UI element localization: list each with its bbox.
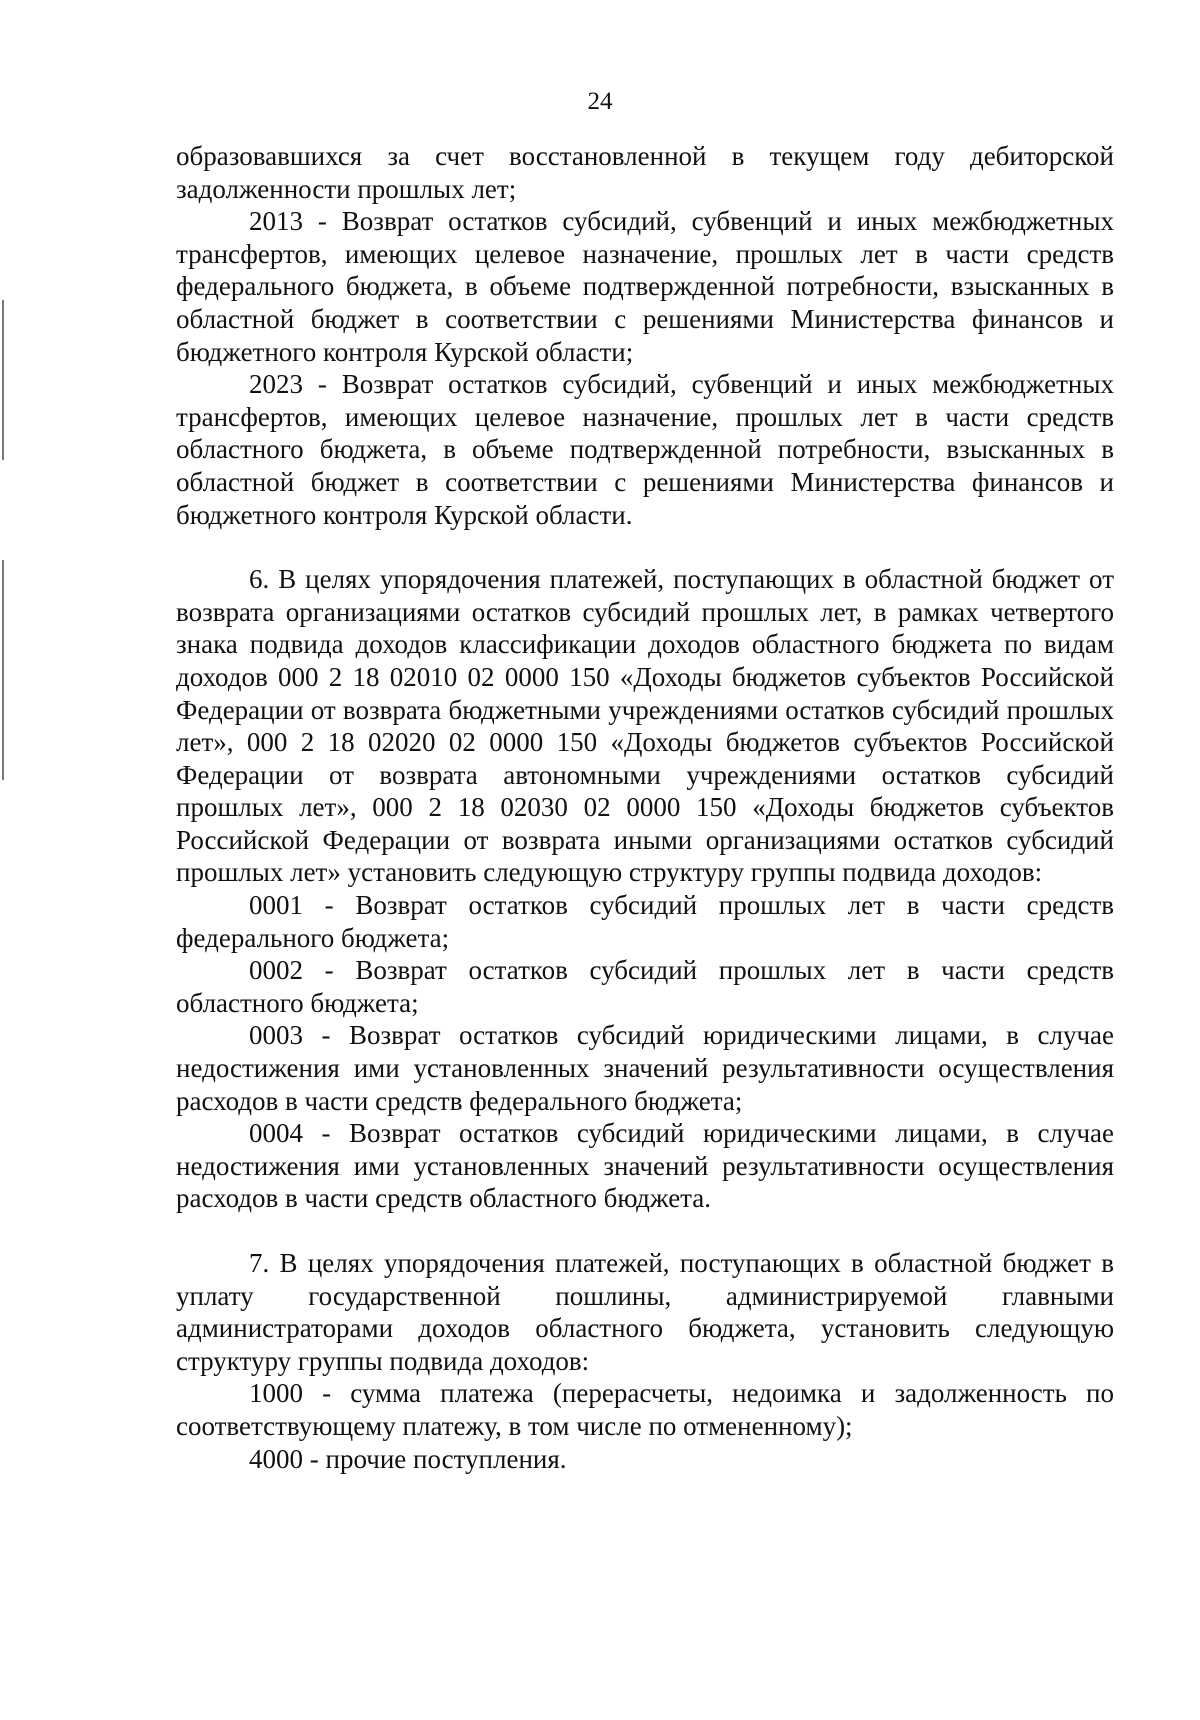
paragraph-code-0001: 0001 - Возврат остатков субсидий прошлых лет в части средств федерального бюджета; (176, 890, 1114, 953)
paragraph-code-0002: 0002 - Возврат остатков субсидий прошлых лет в части средств областного бюджета; (176, 955, 1114, 1018)
paragraph-section-7: 7. В целях упорядочения платежей, поступающих в областной бюджет в уплату государственной пошлины, администрируемой главными администраторами доходов областного бюджета, установить следующую структуру группы подвида доходов: (176, 1248, 1114, 1376)
paragraph-code-2023: 2023 - Возврат остатков субсидий, субвенций и иных межбюджетных трансфертов, имеющих целевое назначение, прошлых лет в части средств областного бюджета, в объеме подтвержденной потребности, взысканных в областной бюджет в соответствии с решениями Министерства финансов и бюджетного контроля Курской области. (176, 369, 1114, 530)
page-number: 24 (587, 88, 613, 115)
scan-margin-mark (2, 560, 4, 780)
document-body (176, 140, 1114, 1475)
scan-margin-mark (2, 300, 4, 460)
paragraph-code-0004: 0004 - Возврат остатков субсидий юридическими лицами, в случае недостижения ими установленных значений результативности осуществления расходов в части средств областного бюджета. (176, 1118, 1114, 1214)
paragraph-continuation: образовавшихся за счет восстановленной в текущем году дебиторской задолженности прошлых лет; (176, 141, 1114, 204)
paragraph-code-2013: 2013 - Возврат остатков субсидий, субвенций и иных межбюджетных трансфертов, имеющих целевое назначение, прошлых лет в части средств федерального бюджета, в объеме подтвержденной потребности, взысканных в областной бюджет в соответствии с решениями Министерства финансов и бюджетного контроля Курской области; (176, 206, 1114, 367)
paragraph-code-1000: 1000 - сумма платежа (перерасчеты, недоимка и задолженность по соответствующему платежу, в том числе по отмененному); (176, 1378, 1114, 1441)
paragraph-code-4000: 4000 - прочие поступления. (249, 1443, 567, 1474)
paragraph-section-6: 6. В целях упорядочения платежей, поступающих в областной бюджет от возврата организациями остатков субсидий прошлых лет, в рамках четвертого знака подвида доходов классификации доходов областного бюджета по видам доходов 000 2 18 02010 02 0000 150 «Доходы бюджетов субъектов Российской Федерации от возврата бюджетными учреждениями остатков субсидий прошлых лет», 000 2 18 02020 02 0000 150 «Доходы бюджетов субъектов Российской Федерации от возврата автономными учреждениями остатков субсидий прошлых лет», 000 2 18 02030 02 0000 150 «Доходы бюджетов субъектов Российской Федерации от возврата иными организациями остатков субсидий прошлых лет» установить следующую структуру группы подвида доходов: (176, 564, 1114, 888)
paragraph-code-0003: 0003 - Возврат остатков субсидий юридическими лицами, в случае недостижения ими установленных значений результативности осуществления расходов в части средств федерального бюджета; (176, 1020, 1114, 1116)
